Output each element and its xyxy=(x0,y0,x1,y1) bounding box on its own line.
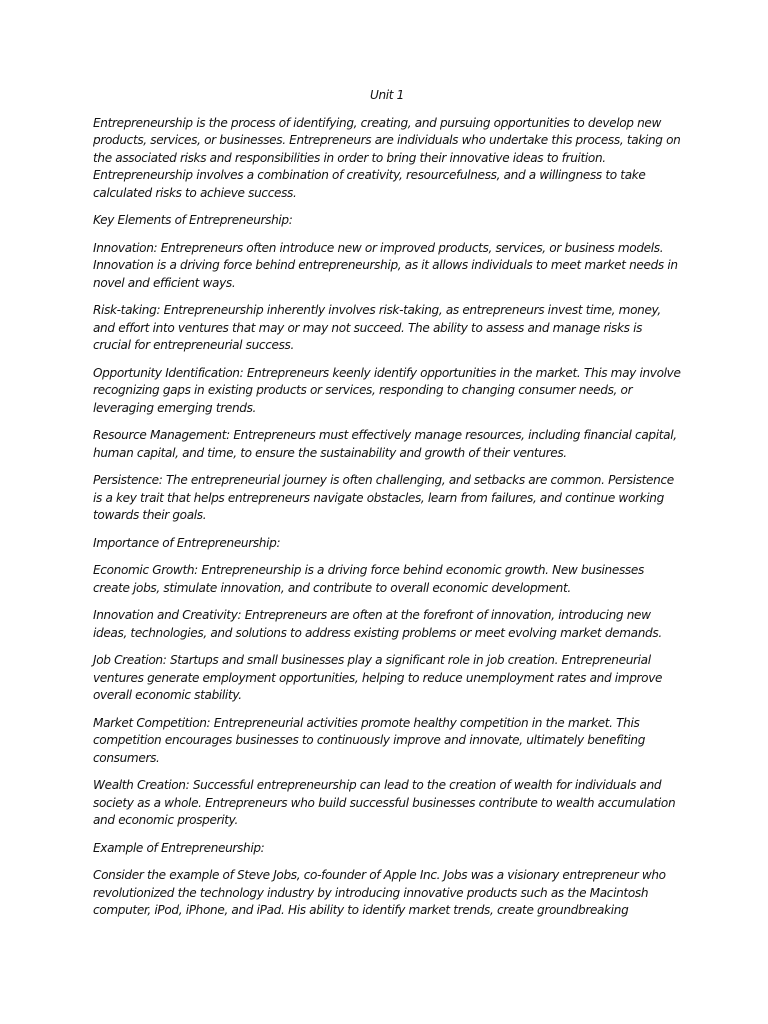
risk-taking-paragraph: Risk-taking: Entrepreneurship inherently involves risk-taking, as entrepreneurs invest time, money, and effort into ventures that may or may not succeed. The ability to assess and manage risks is crucial for entrepreneurial success. xyxy=(93,303,661,352)
example-heading: Example of Entrepreneurship: xyxy=(93,840,265,855)
opportunity-identification-paragraph: Opportunity Identification: Entrepreneurs keenly identify opportunities in the market. This may involve recognizing gaps in existing products or services, responding to changing consumer needs, or leveraging emerging trends. xyxy=(93,365,681,415)
steve-jobs-paragraph: Consider the example of Steve Jobs, co-founder of Apple Inc. Jobs was a visionary entrepreneur who revolutionized the technology industry by introducing innovative products such as the Macintosh computer, iPod, iPhone, and iPad. His ability to identify market trends, create groundbreaking xyxy=(93,868,666,917)
key-elements-heading: Key Elements of Entrepreneurship: xyxy=(93,213,293,227)
innovation-creativity-paragraph: Innovation and Creativity: Entrepreneurs are often at the forefront of innovation, introducing new ideas, technologies, and solutions to address existing problems or meet evolving market demands. xyxy=(93,608,662,640)
document-page xyxy=(93,87,681,930)
innovation-paragraph: Innovation: Entrepreneurs often introduce new or improved products, services, or business models. Innovation is a driving force behind entrepreneurship, as it allows individuals to meet market needs in novel and efficient ways. xyxy=(93,240,678,290)
importance-heading: Importance of Entrepreneurship: xyxy=(93,535,281,550)
intro-paragraph: Entrepreneurship is the process of identifying, creating, and pursuing opportunities to develop new products, services, or businesses. Entrepreneurs are individuals who undertake this process, taking on the associated risks and responsibilities in order to bring their innovative ideas to fruition. Entrepreneurship involves a combination of creativity, resourcefulness, and a willingness to take calculated risks to achieve success. xyxy=(93,115,681,200)
persistence-paragraph: Persistence: The entrepreneurial journey is often challenging, and setbacks are common. Persistence is a key trait that helps entrepreneurs navigate obstacles, learn from failures, and continue working towards their goals. xyxy=(93,473,674,522)
resource-management-paragraph: Resource Management: Entrepreneurs must effectively manage resources, including financial capital, human capital, and time, to ensure the sustainability and growth of their ventures. xyxy=(93,428,677,460)
job-creation-paragraph: Job Creation: Startups and small businesses play a significant role in job creation. Entrepreneurial ventures generate employment opportunities, helping to reduce unemployment rates and improve overall economic stability. xyxy=(93,653,663,702)
market-competition-paragraph: Market Competition: Entrepreneurial activities promote healthy competition in the market. This competition encourages businesses to continuously improve and innovate, ultimately benefiting consumers. xyxy=(93,715,646,765)
wealth-creation-paragraph: Wealth Creation: Successful entrepreneurship can lead to the creation of wealth for individuals and society as a whole. Entrepreneurs who build successful businesses contribute to wealth accumulation and economic prosperity. xyxy=(93,778,676,827)
economic-growth-paragraph: Economic Growth: Entrepreneurship is a driving force behind economic growth. New businesses create jobs, stimulate innovation, and contribute to overall economic development. xyxy=(93,563,644,595)
document-title: Unit 1 xyxy=(369,88,405,102)
